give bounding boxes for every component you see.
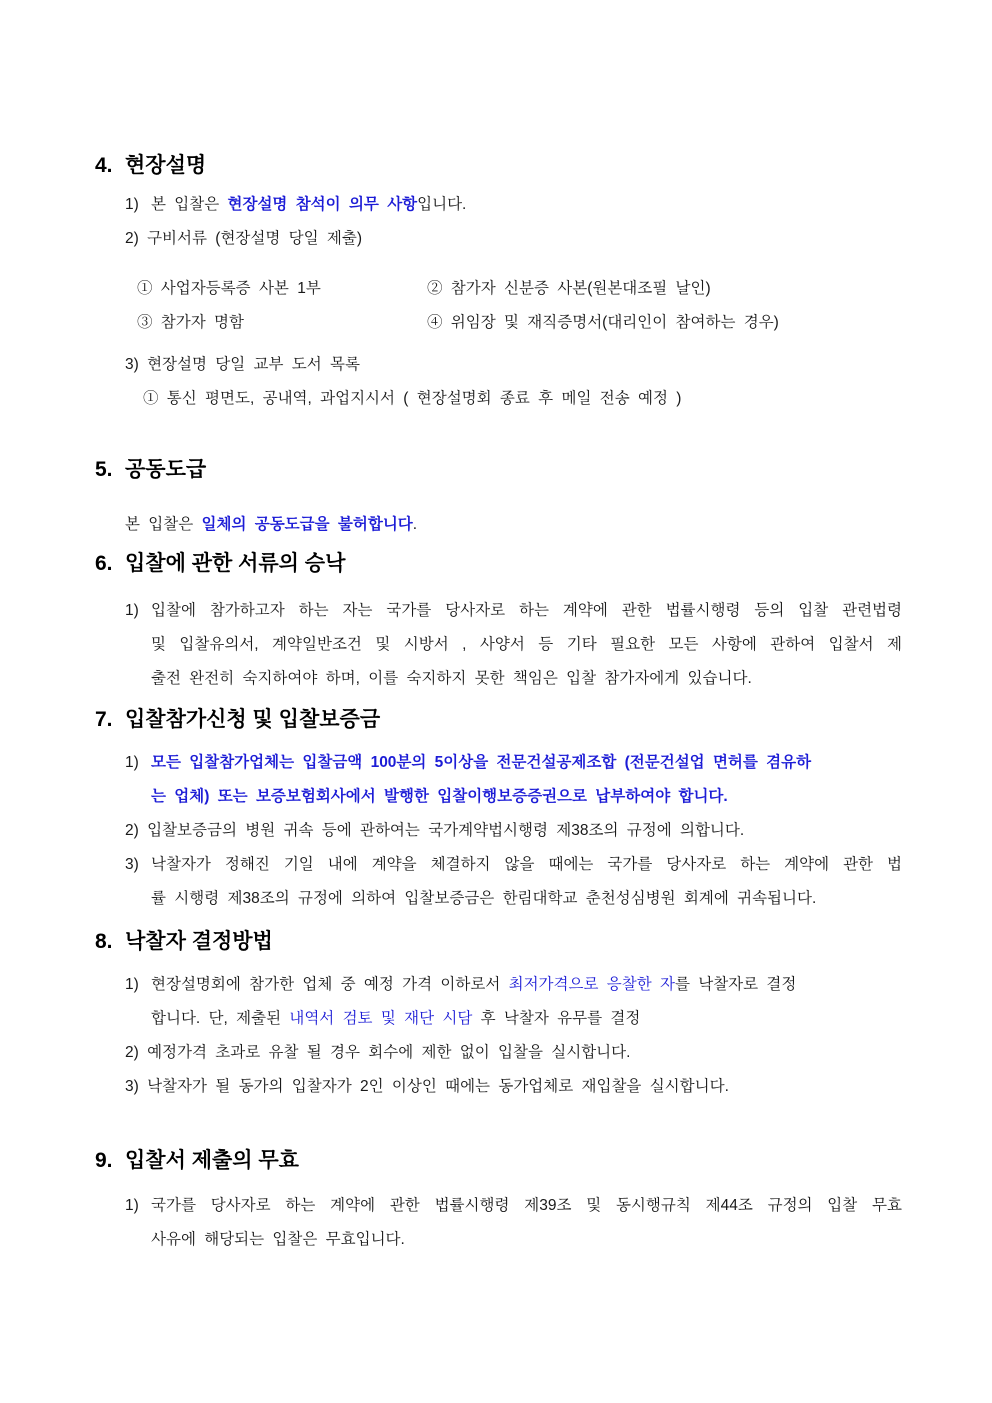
section-document-acceptance	[95, 550, 902, 696]
section-6-item-1	[125, 594, 902, 696]
section-9-number: 9.	[95, 1149, 113, 1172]
paragraph-line: 및 입찰유의서, 계약일반조건 및 시방서 , 사양서 등 기타 필요한 모든 사항에 관하여 입찰서 제	[151, 636, 902, 653]
section-4-item-1	[125, 188, 902, 222]
section-4-item-3: 3) 현장설명 당일 교부 도서 목록	[125, 356, 360, 373]
text-run: 를 낙찰자로 결정	[674, 976, 797, 993]
paragraph-line: 입찰에 참가하고자 하는 자는 국가를 당사자로 하는 계약에 관한 법률시행령 등의 입찰 관련법령	[151, 602, 902, 619]
section-8-heading	[95, 928, 902, 956]
section-7-number: 7.	[95, 708, 113, 731]
paragraph-line: 낙찰자가 정해진 기일 내에 계약을 체결하지 않을 때에는 국가를 당사자로 하는 계약에 관한 법	[151, 856, 902, 873]
text-run: 현장설명회에 참가한 업체 중 예정 가격 이하로서	[151, 976, 509, 993]
highlighted-line: 모든 입찰참가업체는 입찰금액 100분의 5이상을 전문건설공제조합 (전문건설업 면허를 겸유하	[151, 754, 812, 771]
item-label: 3)	[125, 856, 139, 873]
section-4-item-2: 2) 구비서류 (현장설명 당일 제출)	[125, 230, 363, 247]
section-6-heading	[95, 550, 902, 578]
paragraph-line: 국가를 당사자로 하는 계약에 관한 법률시행령 제39조 및 동시행규칙 제44조 규정의 입찰 무효	[151, 1197, 902, 1214]
required-documents-grid	[137, 272, 902, 340]
section-4-item-3-sub: ① 통신 평면도, 공내역, 과업지시서 ( 현장설명회 종료 후 메일 전송 예정 )	[143, 390, 682, 407]
highlighted-text: 내역서 검토 및 재단 시담	[289, 1010, 473, 1027]
section-4-title: 현장설명	[125, 154, 207, 177]
item-label: 1)	[125, 754, 139, 771]
highlighted-text: 일체의 공동도급을 불허합니다	[201, 516, 413, 533]
section-7-item-3	[125, 848, 902, 916]
grid-row	[137, 272, 902, 306]
section-invalid-bids	[95, 1147, 902, 1257]
section-7-item-2: 2) 입찰보증금의 병원 귀속 등에 관하여는 국가계약법시행령 제38조의 규정에 의합니다.	[125, 822, 745, 839]
text-run: 입니다.	[417, 196, 467, 213]
section-7-item-1	[125, 746, 902, 814]
item-text	[151, 188, 902, 222]
checklist-item-3: ③ 참가자 명함	[137, 314, 244, 331]
text-run: .	[412, 516, 418, 533]
section-8-item-3: 3) 낙찰자가 될 동가의 입찰자가 2인 이상인 때에는 동가업체로 재입찰을 실시합니다.	[125, 1078, 729, 1095]
section-5-paragraph	[125, 508, 902, 542]
text-run: 본 입찰은	[125, 516, 202, 533]
section-6-number: 6.	[95, 552, 113, 575]
checklist-item-2: ② 참가자 신분증 사본(원본대조필 날인)	[427, 280, 711, 297]
item-label: 1)	[125, 196, 139, 213]
grid-row	[137, 306, 902, 340]
item-label: 1)	[125, 602, 139, 619]
paragraph-line	[151, 968, 902, 1002]
section-6-title: 입찰에 관한 서류의 승낙	[125, 552, 346, 575]
section-5-heading	[95, 456, 902, 484]
section-9-heading	[95, 1147, 902, 1175]
section-9-title: 입찰서 제출의 무효	[125, 1149, 299, 1172]
section-site-briefing	[95, 152, 902, 416]
highlighted-line: 는 업체) 또는 보증보험회사에서 발행한 입찰이행보증증권으로 납부하여야 합니다.	[151, 788, 728, 805]
section-bid-application-deposit	[95, 706, 902, 916]
paragraph-line	[151, 1002, 902, 1036]
section-4-number: 4.	[95, 154, 113, 177]
section-8-number: 8.	[95, 930, 113, 953]
text-run: 합니다. 단, 제출된	[151, 1010, 290, 1027]
section-7-heading	[95, 706, 902, 734]
section-4-heading	[95, 152, 902, 180]
highlighted-text: 현장설명 참석이 의무 사항	[227, 196, 418, 213]
section-9-item-1	[125, 1189, 902, 1257]
section-7-title: 입찰참가신청 및 입찰보증금	[125, 708, 381, 731]
text-run: 본 입찰은	[151, 196, 228, 213]
section-5-title: 공동도급	[125, 458, 207, 481]
paragraph-line: 출전 완전히 숙지하여야 하며, 이를 숙지하지 못한 책임은 입찰 참가자에게 있습니다.	[151, 670, 752, 687]
section-8-title: 낙찰자 결정방법	[125, 930, 273, 953]
checklist-item-1: ① 사업자등록증 사본 1부	[137, 280, 321, 297]
section-5-number: 5.	[95, 458, 113, 481]
item-label: 1)	[125, 1197, 139, 1214]
section-8-item-1	[125, 968, 902, 1036]
section-joint-contract	[95, 456, 902, 542]
item-label: 1)	[125, 976, 139, 993]
highlighted-text: 최저가격으로 응찰한 자	[508, 976, 675, 993]
checklist-item-4: ④ 위임장 및 재직증명서(대리인이 참여하는 경우)	[427, 314, 779, 331]
text-run: 후 낙찰자 유무를 결정	[472, 1010, 641, 1027]
section-winner-determination	[95, 928, 902, 1104]
section-8-item-2: 2) 예정가격 초과로 유찰 될 경우 회수에 제한 없이 입찰을 실시합니다.	[125, 1044, 631, 1061]
paragraph-line: 률 시행령 제38조의 규정에 의하여 입찰보증금은 한림대학교 춘천성심병원 회계에 귀속됩니다.	[151, 890, 817, 907]
paragraph-line: 사유에 해당되는 입찰은 무효입니다.	[151, 1231, 405, 1248]
